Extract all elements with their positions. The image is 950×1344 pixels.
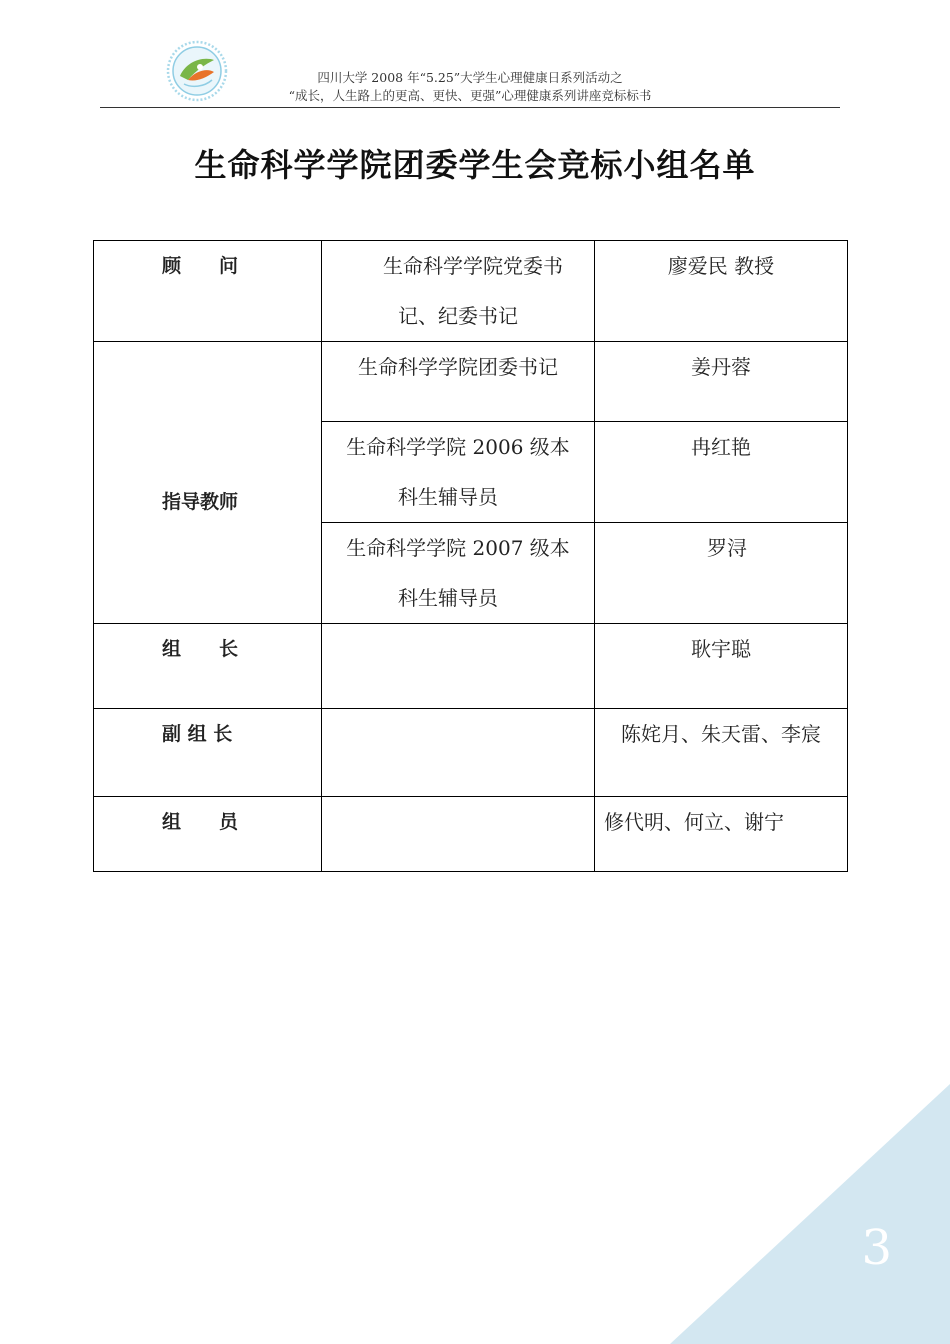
position-cell <box>322 624 595 709</box>
position-line: 科生辅导员 <box>398 485 498 509</box>
position-line: 生命科学学院党委书 <box>383 254 563 278</box>
role-cell: 副 组 长 <box>94 709 322 797</box>
page-header <box>100 38 840 108</box>
role-cell: 指导教师 <box>94 342 322 624</box>
role-cell: 组 员 <box>94 797 322 872</box>
position-line: 生命科学学院 2006 级本 <box>346 435 570 459</box>
table-row <box>94 797 848 872</box>
name-cell: 廖爱民 教授 <box>595 241 848 342</box>
name-cell: 冉红艳 <box>595 422 848 523</box>
position-line: 记、纪委书记 <box>398 304 518 328</box>
name-cell: 罗浔 <box>595 523 848 624</box>
position-cell <box>322 709 595 797</box>
position-cell <box>322 422 595 523</box>
table-row <box>94 342 848 422</box>
page-number: 3 <box>861 1220 892 1276</box>
role-cell: 组 长 <box>94 624 322 709</box>
corner-triangle <box>670 1084 950 1344</box>
position-line: 生命科学学院 2007 级本 <box>346 536 570 560</box>
corner-decoration <box>670 1084 950 1344</box>
table-row <box>94 241 848 342</box>
role-cell: 顾 问 <box>94 241 322 342</box>
roster-table <box>93 240 848 872</box>
table-row <box>94 624 848 709</box>
name-cell: 姜丹蓉 <box>595 342 848 422</box>
position-cell <box>322 342 595 422</box>
position-cell <box>322 523 595 624</box>
position-cell <box>322 797 595 872</box>
university-logo-icon <box>166 40 228 102</box>
name-cell: 修代明、何立、谢宁 <box>595 797 848 872</box>
position-line: 科生辅导员 <box>398 586 498 610</box>
position-line: 生命科学学院团委书记 <box>358 355 558 379</box>
document-title: 生命科学学院团委学生会竞标小组名单 <box>194 146 756 184</box>
header-line-2: “成长，人生路上的更高、更快、更强”心理健康系列讲座竞标标书 <box>288 88 652 103</box>
header-line-1: 四川大学 2008 年“5.25”大学生心理健康日系列活动之 <box>317 70 623 85</box>
name-cell: 耿宇聪 <box>595 624 848 709</box>
table-row <box>94 709 848 797</box>
name-cell: 陈姹月、朱天雷、李宸 <box>595 709 848 797</box>
position-cell <box>322 241 595 342</box>
header-text <box>250 69 690 105</box>
